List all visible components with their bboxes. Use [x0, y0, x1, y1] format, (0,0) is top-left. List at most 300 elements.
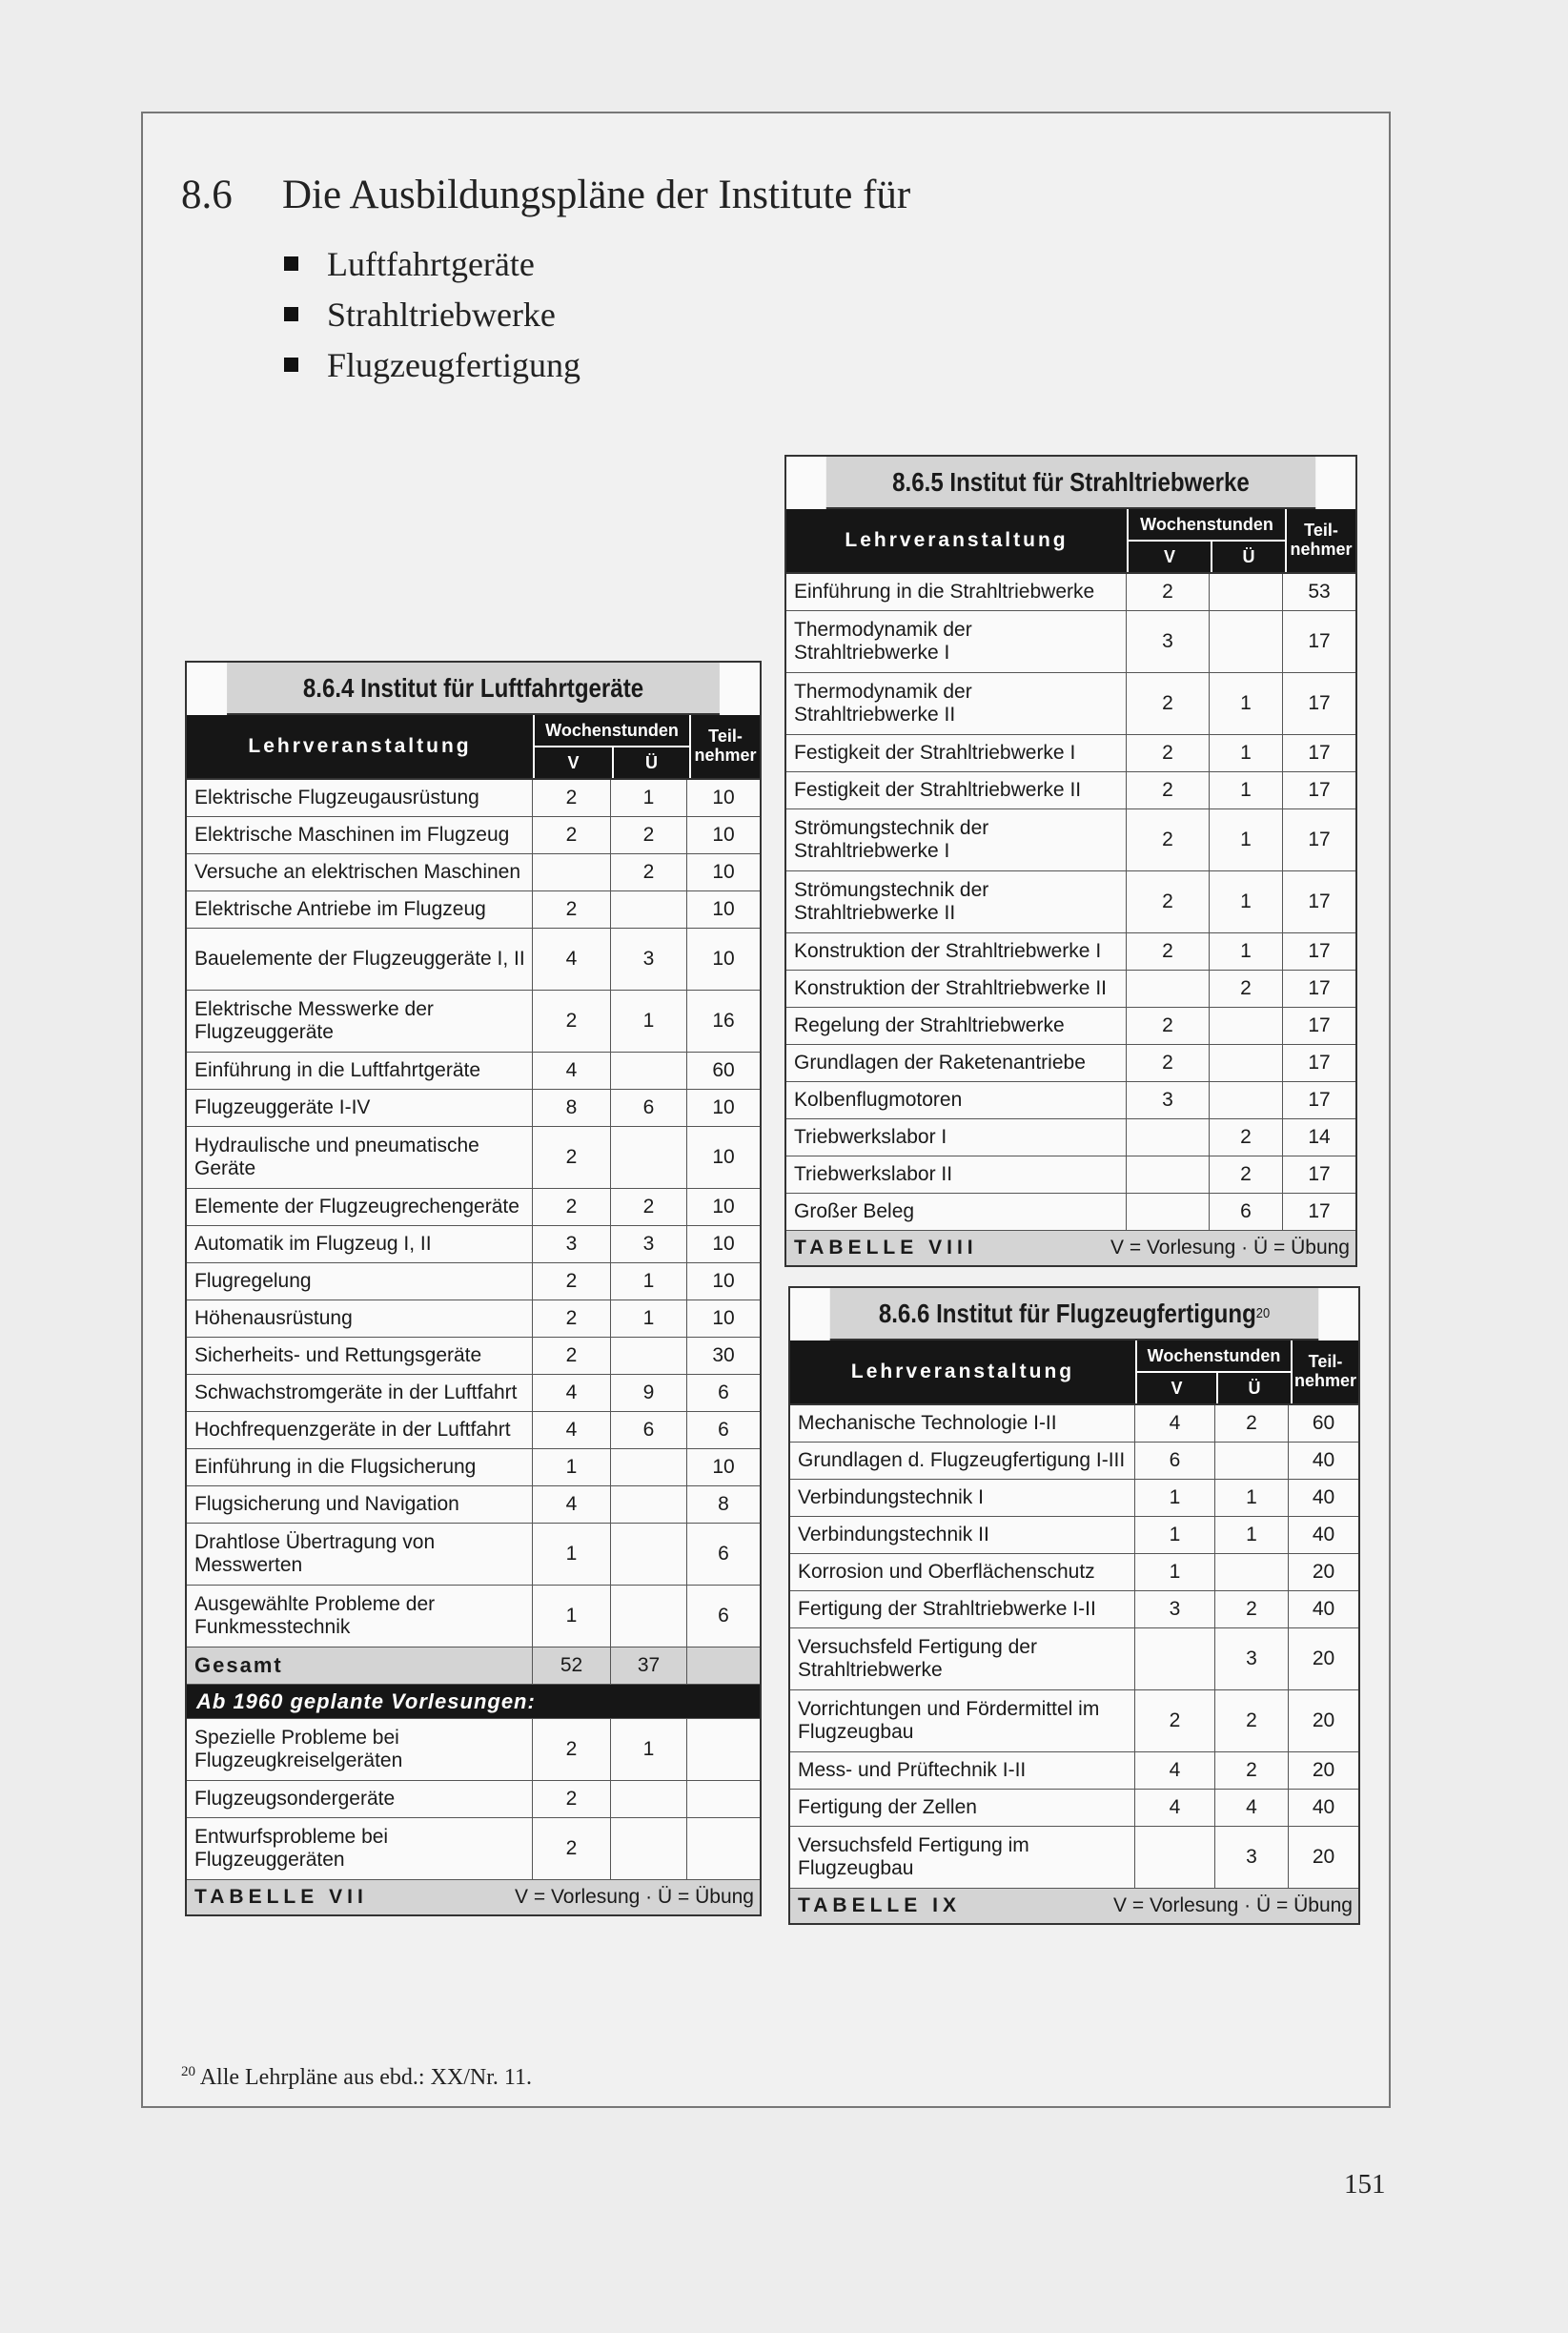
course-name: Mechanische Technologie I-II: [790, 1405, 1135, 1442]
course-name: Festigkeit der Strahltriebwerke II: [786, 772, 1127, 808]
hours-u: 3: [611, 929, 687, 990]
section-number: 8.6: [181, 173, 233, 217]
institute-list: [284, 238, 580, 390]
course-name: Korrosion und Oberflächenschutz: [790, 1554, 1135, 1590]
header-wochenstunden: [535, 715, 691, 778]
hours-v: 2: [1127, 1045, 1210, 1081]
course-name: Grundlagen d. Flugzeugfertigung I-III: [790, 1443, 1135, 1479]
course-name: Thermodynamik der Strahltriebwerke I: [786, 611, 1127, 672]
participants: 40: [1312, 1485, 1335, 1508]
legend: V = Vorlesung · Ü = Übung: [1110, 1237, 1350, 1259]
hours-v: 1: [533, 1449, 611, 1485]
hours-u: 37: [611, 1647, 687, 1684]
course-name: Elektrische Antriebe im Flugzeug: [187, 891, 533, 928]
course-name: Elektrische Messwerke der Flugzeuggeräte: [187, 991, 533, 1052]
participants: 10: [712, 1232, 735, 1255]
course-name: Mess- und Prüftechnik I-II: [790, 1752, 1135, 1789]
hours-u: 2: [1215, 1752, 1289, 1789]
footnote-mark: 20: [1255, 1305, 1271, 1321]
hours-v: 4: [533, 929, 611, 990]
header-lehrveranstaltung: Lehrveranstaltung: [187, 715, 535, 778]
table-row: [187, 817, 760, 854]
hours-u: 1: [1210, 809, 1283, 870]
course-name: Hydraulische und pneumatische Geräte: [187, 1127, 533, 1188]
hours-u: 1: [1210, 772, 1283, 808]
footnote: $^{20}$ Alle Lehrpläne aus ebd.: XX/Nr. 11.: [181, 2064, 533, 2090]
hours-v: [1127, 1194, 1210, 1230]
course-name: Verbindungstechnik II: [790, 1517, 1135, 1553]
table-label: TABELLE IX: [798, 1894, 961, 1916]
table-header: [790, 1340, 1358, 1405]
hours-v: 4: [1135, 1790, 1215, 1826]
course-name: Versuchsfeld Fertigung der Strahltriebwerke: [790, 1628, 1135, 1689]
header-v: V: [1137, 1373, 1218, 1403]
participants: 17: [1308, 1051, 1331, 1074]
hours-v: [1135, 1827, 1215, 1888]
course-name: Flugsicherung und Navigation: [187, 1486, 533, 1523]
table-title-text: 8.6.6 Institut für Flugzeugfertigung: [878, 1298, 1256, 1328]
table-row: [790, 1554, 1358, 1591]
hours-u: 6: [1210, 1194, 1283, 1230]
course-name: Elemente der Flugzeugrechengeräte: [187, 1189, 533, 1225]
course-name: Elektrische Maschinen im Flugzeug: [187, 817, 533, 853]
page-number: 151: [1344, 2169, 1386, 2200]
hours-u: 6: [611, 1412, 687, 1448]
participants: 14: [1308, 1125, 1331, 1148]
hours-u: [611, 1486, 687, 1523]
hours-u: 3: [611, 1226, 687, 1262]
hours-u: 1: [1210, 933, 1283, 970]
hours-v: 1: [533, 1524, 611, 1585]
header-wochenstunden: [1137, 1340, 1293, 1403]
list-item: Flugzeugfertigung: [284, 339, 580, 390]
participants: 10: [712, 1195, 735, 1218]
course-name: Triebwerkslabor I: [786, 1119, 1127, 1156]
table-row: [786, 673, 1355, 735]
hours-u: [611, 1127, 687, 1188]
participants: [687, 1781, 760, 1817]
table-row: [790, 1827, 1358, 1889]
participants: 10: [712, 786, 735, 808]
hours-v: 2: [1127, 1008, 1210, 1044]
hours-u: [611, 1053, 687, 1089]
table-row: [187, 1053, 760, 1090]
table-title-text: 8.6.5 Institut für Strahltriebwerke: [892, 466, 1250, 497]
table-row: [187, 891, 760, 929]
participants: 10: [712, 1269, 735, 1292]
table-row: [187, 1524, 760, 1586]
hours-u: [611, 1524, 687, 1585]
hours-u: [1210, 1082, 1283, 1118]
course-name: Regelung der Strahltriebwerke: [786, 1008, 1127, 1044]
table-row: [786, 1194, 1355, 1231]
hours-u: 1: [1210, 735, 1283, 771]
table-row: [187, 1818, 760, 1880]
hours-v: 2: [533, 817, 611, 853]
table-title: [830, 1288, 1319, 1340]
hours-u: 1: [611, 1719, 687, 1780]
course-name: Sicherheits- und Rettungsgeräte: [187, 1338, 533, 1374]
hours-v: 4: [533, 1486, 611, 1523]
table-row: [786, 1082, 1355, 1119]
table-row: [786, 1045, 1355, 1082]
course-name: Elektrische Flugzeugausrüstung: [187, 780, 533, 816]
hours-v: 2: [533, 1338, 611, 1374]
participants: 17: [1308, 976, 1331, 999]
hours-v: 2: [533, 1189, 611, 1225]
table-row: [187, 1719, 760, 1781]
section-title: Die Ausbildungspläne der Institute für: [282, 173, 911, 217]
table-row: [187, 1647, 760, 1685]
table-row: [790, 1752, 1358, 1790]
legend: V = Vorlesung · Ü = Übung: [1113, 1894, 1353, 1916]
table-row: [187, 929, 760, 991]
participants: 17: [1308, 1162, 1331, 1185]
hours-v: 2: [1127, 574, 1210, 610]
hours-v: [1127, 971, 1210, 1007]
header-v: V: [535, 747, 614, 778]
hours-v: 4: [1135, 1752, 1215, 1789]
hours-v: 3: [1135, 1591, 1215, 1627]
table-header: [187, 715, 760, 780]
table-row: [790, 1591, 1358, 1628]
course-name: Einführung in die Flugsicherung: [187, 1449, 533, 1485]
table-row: [786, 1156, 1355, 1194]
course-name: Bauelemente der Flugzeuggeräte I, II: [187, 929, 533, 990]
course-name: Vorrichtungen und Fördermittel im Flugzeugbau: [790, 1690, 1135, 1751]
table-row: [786, 971, 1355, 1008]
hours-u: 1: [611, 991, 687, 1052]
table-row: [790, 1628, 1358, 1690]
table-row: [786, 933, 1355, 971]
hours-v: [1135, 1628, 1215, 1689]
participants: 10: [712, 1145, 735, 1168]
table-row: [187, 1781, 760, 1818]
participants: 20: [1312, 1709, 1335, 1731]
course-name: Automatik im Flugzeug I, II: [187, 1226, 533, 1262]
hours-v: 2: [1127, 673, 1210, 734]
table-row: [187, 780, 760, 817]
participants: 10: [712, 860, 735, 883]
participants: 20: [1312, 1647, 1335, 1669]
hours-u: [1215, 1443, 1289, 1479]
table-title: [826, 457, 1315, 509]
participants: 10: [712, 947, 735, 970]
header-u: Ü: [614, 747, 689, 778]
participants: 20: [1312, 1845, 1335, 1868]
hours-u: [1210, 1008, 1283, 1044]
course-name: Konstruktion der Strahltriebwerke II: [786, 971, 1127, 1007]
table-footer: [786, 1231, 1355, 1265]
hours-u: 2: [1215, 1405, 1289, 1442]
course-name: Drahtlose Übertragung von Messwerten: [187, 1524, 533, 1585]
bullet-square-icon: [284, 256, 298, 271]
hours-v: 4: [533, 1375, 611, 1411]
hours-u: 2: [1215, 1591, 1289, 1627]
course-name: Schwachstromgeräte in der Luftfahrt: [187, 1375, 533, 1411]
participants: 40: [1312, 1795, 1335, 1818]
hours-v: 1: [533, 1586, 611, 1647]
hours-u: 2: [1210, 1156, 1283, 1193]
participants: 17: [1308, 691, 1331, 714]
table-row: [187, 1263, 760, 1300]
table-title-text: 8.6.4 Institut für Luftfahrtgeräte: [302, 672, 644, 703]
table-row: [187, 1375, 760, 1412]
bullet-square-icon: [284, 307, 298, 321]
table-row: [187, 1127, 760, 1189]
table-row: [786, 1119, 1355, 1156]
participants: 17: [1308, 828, 1331, 850]
table-row: [786, 1008, 1355, 1045]
hours-u: 1: [1210, 871, 1283, 932]
participants: 10: [712, 823, 735, 846]
participants: 40: [1312, 1523, 1335, 1545]
table-row: [790, 1790, 1358, 1827]
table-row: [187, 1090, 760, 1127]
hours-u: 1: [1210, 673, 1283, 734]
hours-v: 52: [533, 1647, 611, 1684]
participants: 10: [712, 1306, 735, 1329]
participants: [687, 1818, 760, 1879]
hours-u: 2: [611, 854, 687, 890]
participants: 20: [1312, 1560, 1335, 1583]
header-wochenstunden: [1129, 509, 1287, 572]
hours-v: 6: [1135, 1443, 1215, 1479]
hours-v: 3: [533, 1226, 611, 1262]
hours-u: [611, 1818, 687, 1879]
table-vii: [185, 661, 762, 1916]
hours-u: [611, 1338, 687, 1374]
participants: 17: [1308, 939, 1331, 962]
table-row: [786, 871, 1355, 933]
participants: 40: [1312, 1448, 1335, 1471]
course-name: Kolbenflugmotoren: [786, 1082, 1127, 1118]
hours-v: [533, 854, 611, 890]
hours-u: 9: [611, 1375, 687, 1411]
hours-u: 1: [611, 1263, 687, 1300]
hours-u: [1215, 1554, 1289, 1590]
hours-v: 2: [533, 1127, 611, 1188]
course-name: Thermodynamik der Strahltriebwerke II: [786, 673, 1127, 734]
hours-v: [1127, 1156, 1210, 1193]
participants: 6: [718, 1604, 729, 1627]
course-name: Einführung in die Strahltriebwerke: [786, 574, 1127, 610]
hours-u: 3: [1215, 1628, 1289, 1689]
hours-v: 2: [533, 891, 611, 928]
course-name: Grundlagen der Raketenantriebe: [786, 1045, 1127, 1081]
participants: 10: [712, 1455, 735, 1478]
bullet-square-icon: [284, 358, 298, 372]
header-wochenstunden-label: Wochenstunden: [1129, 509, 1285, 542]
participants: 17: [1308, 1013, 1331, 1036]
hours-u: 1: [1215, 1517, 1289, 1553]
hours-v: 1: [1135, 1554, 1215, 1590]
table-row: [786, 735, 1355, 772]
hours-u: 2: [611, 1189, 687, 1225]
table-row: [790, 1480, 1358, 1517]
table-viii: [784, 455, 1357, 1267]
table-row: [187, 1486, 760, 1524]
hours-u: [611, 891, 687, 928]
table-row: [187, 1449, 760, 1486]
course-name: Höhenausrüstung: [187, 1300, 533, 1337]
participants: 17: [1308, 1199, 1331, 1222]
participants: [687, 1719, 760, 1780]
hours-v: 2: [533, 1781, 611, 1817]
section-heading: [181, 172, 910, 218]
table-footer: [790, 1889, 1358, 1923]
participants: 60: [1312, 1411, 1335, 1434]
participants: 8: [718, 1492, 729, 1515]
participants: 60: [712, 1058, 735, 1081]
header-teilnehmer: Teil- nehmer: [1287, 509, 1355, 572]
participants: 17: [1308, 741, 1331, 764]
hours-v: 1: [1135, 1480, 1215, 1516]
header-u: Ü: [1212, 542, 1285, 572]
table-row: [187, 1300, 760, 1338]
hours-v: 4: [533, 1053, 611, 1089]
course-name: Gesamt: [187, 1647, 533, 1684]
participants: 6: [718, 1418, 729, 1441]
hours-v: [1127, 1119, 1210, 1156]
course-name: Großer Beleg: [786, 1194, 1127, 1230]
header-lehrveranstaltung: Lehrveranstaltung: [786, 509, 1129, 572]
table-header: [786, 509, 1355, 574]
hours-v: 2: [533, 1300, 611, 1337]
list-item: Strahltriebwerke: [284, 289, 580, 339]
hours-u: 4: [1215, 1790, 1289, 1826]
participants: 53: [1308, 580, 1331, 603]
hours-u: 1: [1215, 1480, 1289, 1516]
participants: 16: [712, 1009, 735, 1032]
course-name: Strömungstechnik der Strahltriebwerke II: [786, 871, 1127, 932]
hours-v: 2: [533, 1263, 611, 1300]
course-name: Strömungstechnik der Strahltriebwerke I: [786, 809, 1127, 870]
table-label: TABELLE VII: [194, 1886, 368, 1908]
table-row: [786, 611, 1355, 673]
hours-v: 2: [1135, 1690, 1215, 1751]
hours-u: 2: [1210, 1119, 1283, 1156]
course-name: Versuchsfeld Fertigung im Flugzeugbau: [790, 1827, 1135, 1888]
hours-v: 2: [533, 1719, 611, 1780]
hours-v: 4: [1135, 1405, 1215, 1442]
header-lehrveranstaltung: Lehrveranstaltung: [790, 1340, 1137, 1403]
hours-v: 3: [1127, 611, 1210, 672]
table-row: [187, 1586, 760, 1647]
hours-v: 2: [1127, 735, 1210, 771]
header-teilnehmer: Teil- nehmer: [691, 715, 760, 778]
table-row: [187, 1412, 760, 1449]
table-row: [187, 991, 760, 1053]
table-row: [187, 1189, 760, 1226]
participants: 17: [1308, 890, 1331, 912]
header-teilnehmer: Teil- nehmer: [1293, 1340, 1358, 1403]
table-row: [790, 1690, 1358, 1752]
table-row: [187, 1338, 760, 1375]
table-row: [786, 574, 1355, 611]
hours-v: 2: [1127, 772, 1210, 808]
hours-u: 2: [1215, 1690, 1289, 1751]
course-name: Ausgewählte Probleme der Funkmesstechnik: [187, 1586, 533, 1647]
participants: 20: [1312, 1758, 1335, 1781]
table-footer: [187, 1880, 760, 1914]
table-row: [786, 772, 1355, 809]
table-row: [790, 1517, 1358, 1554]
table-title: [227, 663, 720, 715]
hours-u: [1210, 574, 1283, 610]
hours-v: 4: [533, 1412, 611, 1448]
course-name: Verbindungstechnik I: [790, 1480, 1135, 1516]
planned-courses-label: Ab 1960 geplante Vorlesungen:: [187, 1685, 760, 1719]
hours-u: 1: [611, 1300, 687, 1337]
participants: 30: [712, 1343, 735, 1366]
table-row: [790, 1405, 1358, 1443]
course-name: Einführung in die Luftfahrtgeräte: [187, 1053, 533, 1089]
table-label: TABELLE VIII: [794, 1237, 978, 1259]
hours-v: 1: [1135, 1517, 1215, 1553]
participants: 10: [712, 897, 735, 920]
course-name: Hochfrequenzgeräte in der Luftfahrt: [187, 1412, 533, 1448]
participants: 17: [1308, 778, 1331, 801]
hours-u: 6: [611, 1090, 687, 1126]
hours-v: 2: [533, 780, 611, 816]
hours-v: 8: [533, 1090, 611, 1126]
participants: 17: [1308, 629, 1331, 652]
table-row: [187, 854, 760, 891]
participants: 10: [712, 1095, 735, 1118]
course-name: Flugzeugsondergeräte: [187, 1781, 533, 1817]
table-row: [786, 809, 1355, 871]
participants: 6: [718, 1542, 729, 1565]
table-row: [790, 1443, 1358, 1480]
course-name: Fertigung der Strahltriebwerke I-II: [790, 1591, 1135, 1627]
header-wochenstunden-label: Wochenstunden: [1137, 1340, 1291, 1373]
hours-u: [611, 1586, 687, 1647]
hours-u: [611, 1449, 687, 1485]
hours-u: 2: [611, 817, 687, 853]
course-name: Entwurfsprobleme bei Flugzeuggeräten: [187, 1818, 533, 1879]
table-row: [187, 1226, 760, 1263]
hours-v: 2: [533, 1818, 611, 1879]
course-name: Versuche an elektrischen Maschinen: [187, 854, 533, 890]
header-u: Ü: [1218, 1373, 1291, 1403]
list-item: Luftfahrtgeräte: [284, 238, 580, 289]
legend: V = Vorlesung · Ü = Übung: [515, 1886, 754, 1908]
header-v: V: [1129, 542, 1212, 572]
hours-v: 2: [1127, 871, 1210, 932]
participants: 17: [1308, 1088, 1331, 1111]
course-name: Spezielle Probleme bei Flugzeugkreiselgeräten: [187, 1719, 533, 1780]
course-name: Flugzeuggeräte I-IV: [187, 1090, 533, 1126]
course-name: Triebwerkslabor II: [786, 1156, 1127, 1193]
participants: 6: [718, 1381, 729, 1403]
course-name: Festigkeit der Strahltriebwerke I: [786, 735, 1127, 771]
hours-u: 3: [1215, 1827, 1289, 1888]
hours-v: 2: [533, 991, 611, 1052]
hours-u: [611, 1781, 687, 1817]
participants: 40: [1312, 1597, 1335, 1620]
hours-v: 2: [1127, 933, 1210, 970]
hours-v: 2: [1127, 809, 1210, 870]
header-wochenstunden-label: Wochenstunden: [535, 715, 689, 747]
hours-u: [1210, 1045, 1283, 1081]
hours-u: 1: [611, 780, 687, 816]
hours-u: 2: [1210, 971, 1283, 1007]
hours-u: [1210, 611, 1283, 672]
table-ix: [788, 1286, 1360, 1925]
course-name: Konstruktion der Strahltriebwerke I: [786, 933, 1127, 970]
course-name: Flugregelung: [187, 1263, 533, 1300]
